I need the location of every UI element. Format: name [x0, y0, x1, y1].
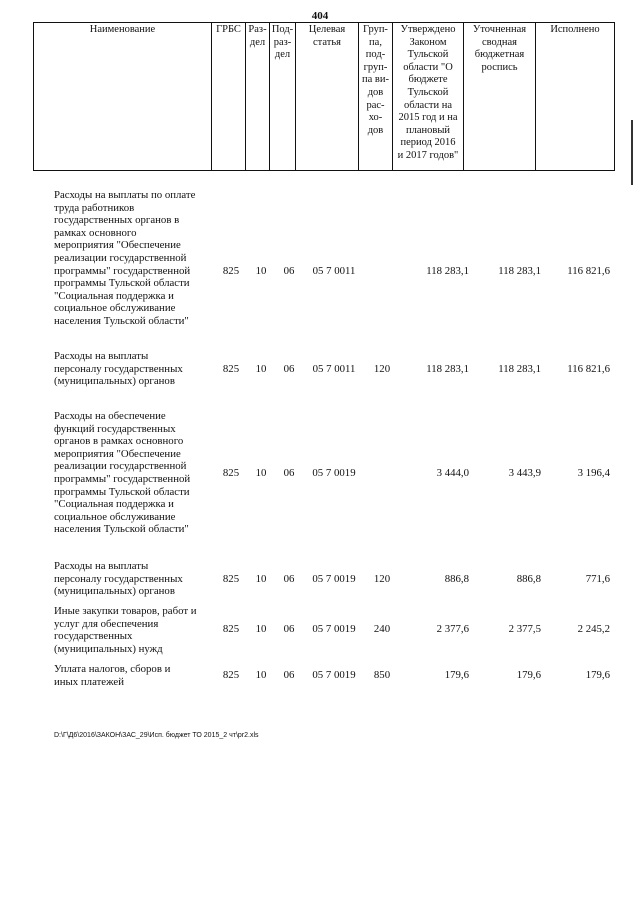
row-name: Иные закупки товаров, работ и услуг для обеспечения государственных (муниципальных) нужд [54, 605, 197, 655]
row-grbs: 825 [222, 573, 240, 585]
header-ispolneno: Исполнено [536, 23, 615, 171]
row-celevaya: 05 7 0019 [312, 467, 356, 479]
row-celevaya: 05 7 0019 [312, 623, 356, 635]
row-podrazdel: 06 [283, 467, 295, 479]
header-gruppa: Груп- па, под- груп- па ви- дов рас- хо- дов [359, 23, 393, 171]
row-podrazdel: 06 [283, 573, 295, 585]
row-gruppa: 120 [373, 573, 391, 585]
row-podrazdel: 06 [283, 669, 295, 681]
table-header [33, 22, 615, 171]
row-razdel: 10 [255, 573, 267, 585]
row-podrazdel: 06 [283, 623, 295, 635]
row-ispolneno: 116 821,6 [567, 363, 610, 375]
scan-edge-mark [631, 120, 633, 185]
row-grbs: 825 [222, 265, 240, 277]
row-utverzhdeno: 2 377,6 [436, 623, 469, 635]
row-ispolneno: 116 821,6 [567, 265, 610, 277]
row-utverzhdeno: 886,8 [444, 573, 469, 585]
row-celevaya: 05 7 0011 [312, 265, 356, 277]
row-celevaya: 05 7 0011 [312, 363, 356, 375]
row-celevaya: 05 7 0019 [312, 669, 356, 681]
row-ispolneno: 179,6 [585, 669, 610, 681]
row-gruppa: 120 [373, 363, 391, 375]
row-utverzhdeno: 118 283,1 [426, 363, 469, 375]
row-celevaya: 05 7 0019 [312, 573, 356, 585]
row-podrazdel: 06 [283, 265, 295, 277]
row-name: Расходы на выплаты по оплате труда работников государственных органов в рамках основного мероприятия "Обеспечение реализации государственной программы" государственной программы Тульской области "Социальная поддержка и социальное обслуживание населения Тульской области" [54, 189, 196, 327]
page-number: 404 [311, 10, 329, 22]
row-grbs: 825 [222, 669, 240, 681]
row-utochnennaya: 118 283,1 [498, 363, 541, 375]
header-podrazdel: Под- раз- дел [270, 23, 296, 171]
row-utochnennaya: 118 283,1 [498, 265, 541, 277]
row-razdel: 10 [255, 669, 267, 681]
row-razdel: 10 [255, 467, 267, 479]
row-gruppa: 240 [373, 623, 391, 635]
row-podrazdel: 06 [283, 363, 295, 375]
row-grbs: 825 [222, 623, 240, 635]
row-utverzhdeno: 179,6 [444, 669, 469, 681]
row-name: Расходы на выплаты персоналу государственных (муниципальных) органов [54, 350, 183, 388]
row-gruppa: 850 [373, 669, 391, 681]
row-name: Расходы на обеспечение функций государственных органов в рамках основного мероприятия "Обеспечение реализации государственной программы" государственной программы Тульской области "Социальная поддержка и социальное обслуживание населения Тульской области" [54, 410, 191, 536]
header-grbs: ГРБС [212, 23, 246, 171]
row-name: Расходы на выплаты персоналу государственных (муниципальных) органов [54, 560, 183, 598]
row-grbs: 825 [222, 467, 240, 479]
row-utverzhdeno: 3 444,0 [436, 467, 469, 479]
row-name: Уплата налогов, сборов и иных платежей [54, 663, 171, 688]
row-utochnennaya: 179,6 [516, 669, 541, 681]
header-razdel: Раз- дел [246, 23, 270, 171]
row-grbs: 825 [222, 363, 240, 375]
row-utochnennaya: 3 443,9 [508, 467, 541, 479]
footer-file-path: D:\Г\Д6\2016\ЗАКОН\ЗАС_29\Исп. бюджет ТО 2015_2 чт\pr2.xls [54, 732, 259, 739]
row-razdel: 10 [255, 623, 267, 635]
row-ispolneno: 3 196,4 [577, 467, 610, 479]
header-utochnennaya: Уточненная сводная бюджетная роспись [464, 23, 536, 171]
row-utochnennaya: 2 377,5 [508, 623, 541, 635]
header-celevaya: Целевая статья [296, 23, 359, 171]
row-razdel: 10 [255, 265, 267, 277]
row-razdel: 10 [255, 363, 267, 375]
row-ispolneno: 771,6 [585, 573, 610, 585]
header-utverzhdeno: Утверждено Законом Тульской области "О бюджете Тульской области на 2015 год и на плановый период 2016 и 2017 годов" [393, 23, 464, 171]
row-utochnennaya: 886,8 [516, 573, 541, 585]
row-ispolneno: 2 245,2 [577, 623, 610, 635]
header-name: Наименование [34, 23, 212, 171]
row-utverzhdeno: 118 283,1 [426, 265, 469, 277]
